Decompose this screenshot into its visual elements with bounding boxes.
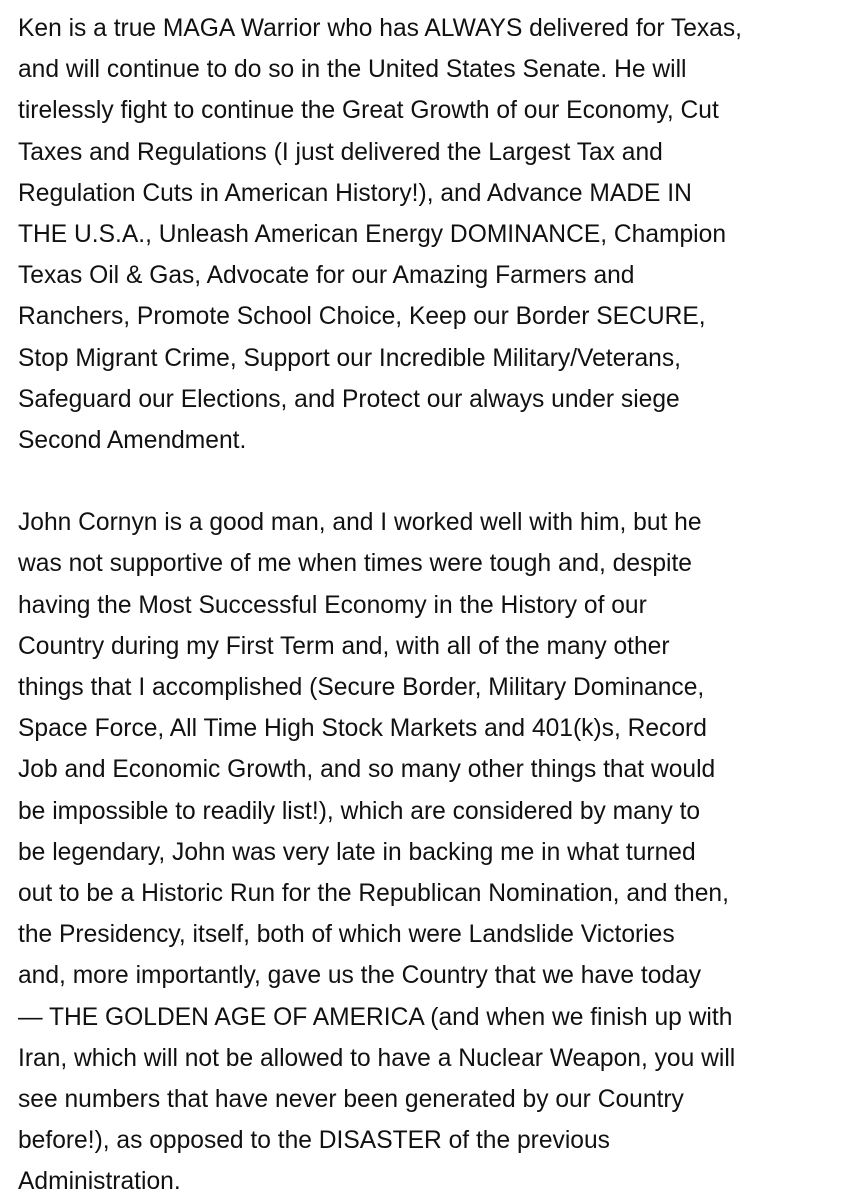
text-line: Taxes and Regulations (I just delivered the Largest Tax and xyxy=(18,138,663,166)
text-line: was not supportive of me when times were tough and, despite xyxy=(18,550,692,578)
text-line: see numbers that have never been generated by our Country xyxy=(18,1086,684,1114)
text-line: Iran, which will not be allowed to have a Nuclear Weapon, you will xyxy=(18,1044,736,1072)
text-line: Regulation Cuts in American History!), and Advance MADE IN xyxy=(18,179,692,207)
text-line: Second Amendment. xyxy=(18,427,247,455)
text-line: Texas Oil & Gas, Advocate for our Amazing Farmers and xyxy=(18,262,635,290)
text-line: Country during my First Term and, with all of the many other xyxy=(18,632,670,660)
text-line: be legendary, John was very late in backing me in what turned xyxy=(18,838,696,866)
text-line: and, more importantly, gave us the Country that we have today xyxy=(18,962,702,990)
text-line: Safeguard our Elections, and Protect our always under siege xyxy=(18,385,680,413)
text-line: Stop Migrant Crime, Support our Incredible Military/Veterans, xyxy=(18,344,681,372)
text-line: before!), as opposed to the DISASTER of the previous xyxy=(18,1127,610,1155)
text-line: John Cornyn is a good man, and I worked well with him, but he xyxy=(18,509,702,537)
text-line: Ranchers, Promote School Choice, Keep our Border SECURE, xyxy=(18,303,706,331)
text-line: the Presidency, itself, both of which were Landslide Victories xyxy=(18,921,675,949)
text-line: — THE GOLDEN AGE OF AMERICA (and when we finish up with xyxy=(18,1003,733,1031)
text-line: Space Force, All Time High Stock Markets and 401(k)s, Record xyxy=(18,715,707,743)
text-line: Job and Economic Growth, and so many other things that would xyxy=(18,756,716,784)
paragraph-ken-endorsement xyxy=(18,8,848,461)
text-line: Administration. xyxy=(18,1168,181,1196)
text-line: be impossible to readily list!), which are considered by many to xyxy=(18,797,701,825)
text-line: tirelessly fight to continue the Great Growth of our Economy, Cut xyxy=(18,97,719,125)
text-line: and will continue to do so in the United States Senate. He will xyxy=(18,56,687,84)
post-text xyxy=(18,8,848,1203)
text-line: Ken is a true MAGA Warrior who has ALWAYS delivered for Texas, xyxy=(18,15,742,42)
paragraph-cornyn xyxy=(18,502,848,1202)
text-line: things that I accomplished (Secure Border, Military Dominance, xyxy=(18,674,705,702)
text-line: out to be a Historic Run for the Republican Nomination, and then, xyxy=(18,880,729,908)
text-line: THE U.S.A., Unleash American Energy DOMINANCE, Champion xyxy=(18,221,726,249)
text-line: having the Most Successful Economy in the History of our xyxy=(18,591,647,619)
